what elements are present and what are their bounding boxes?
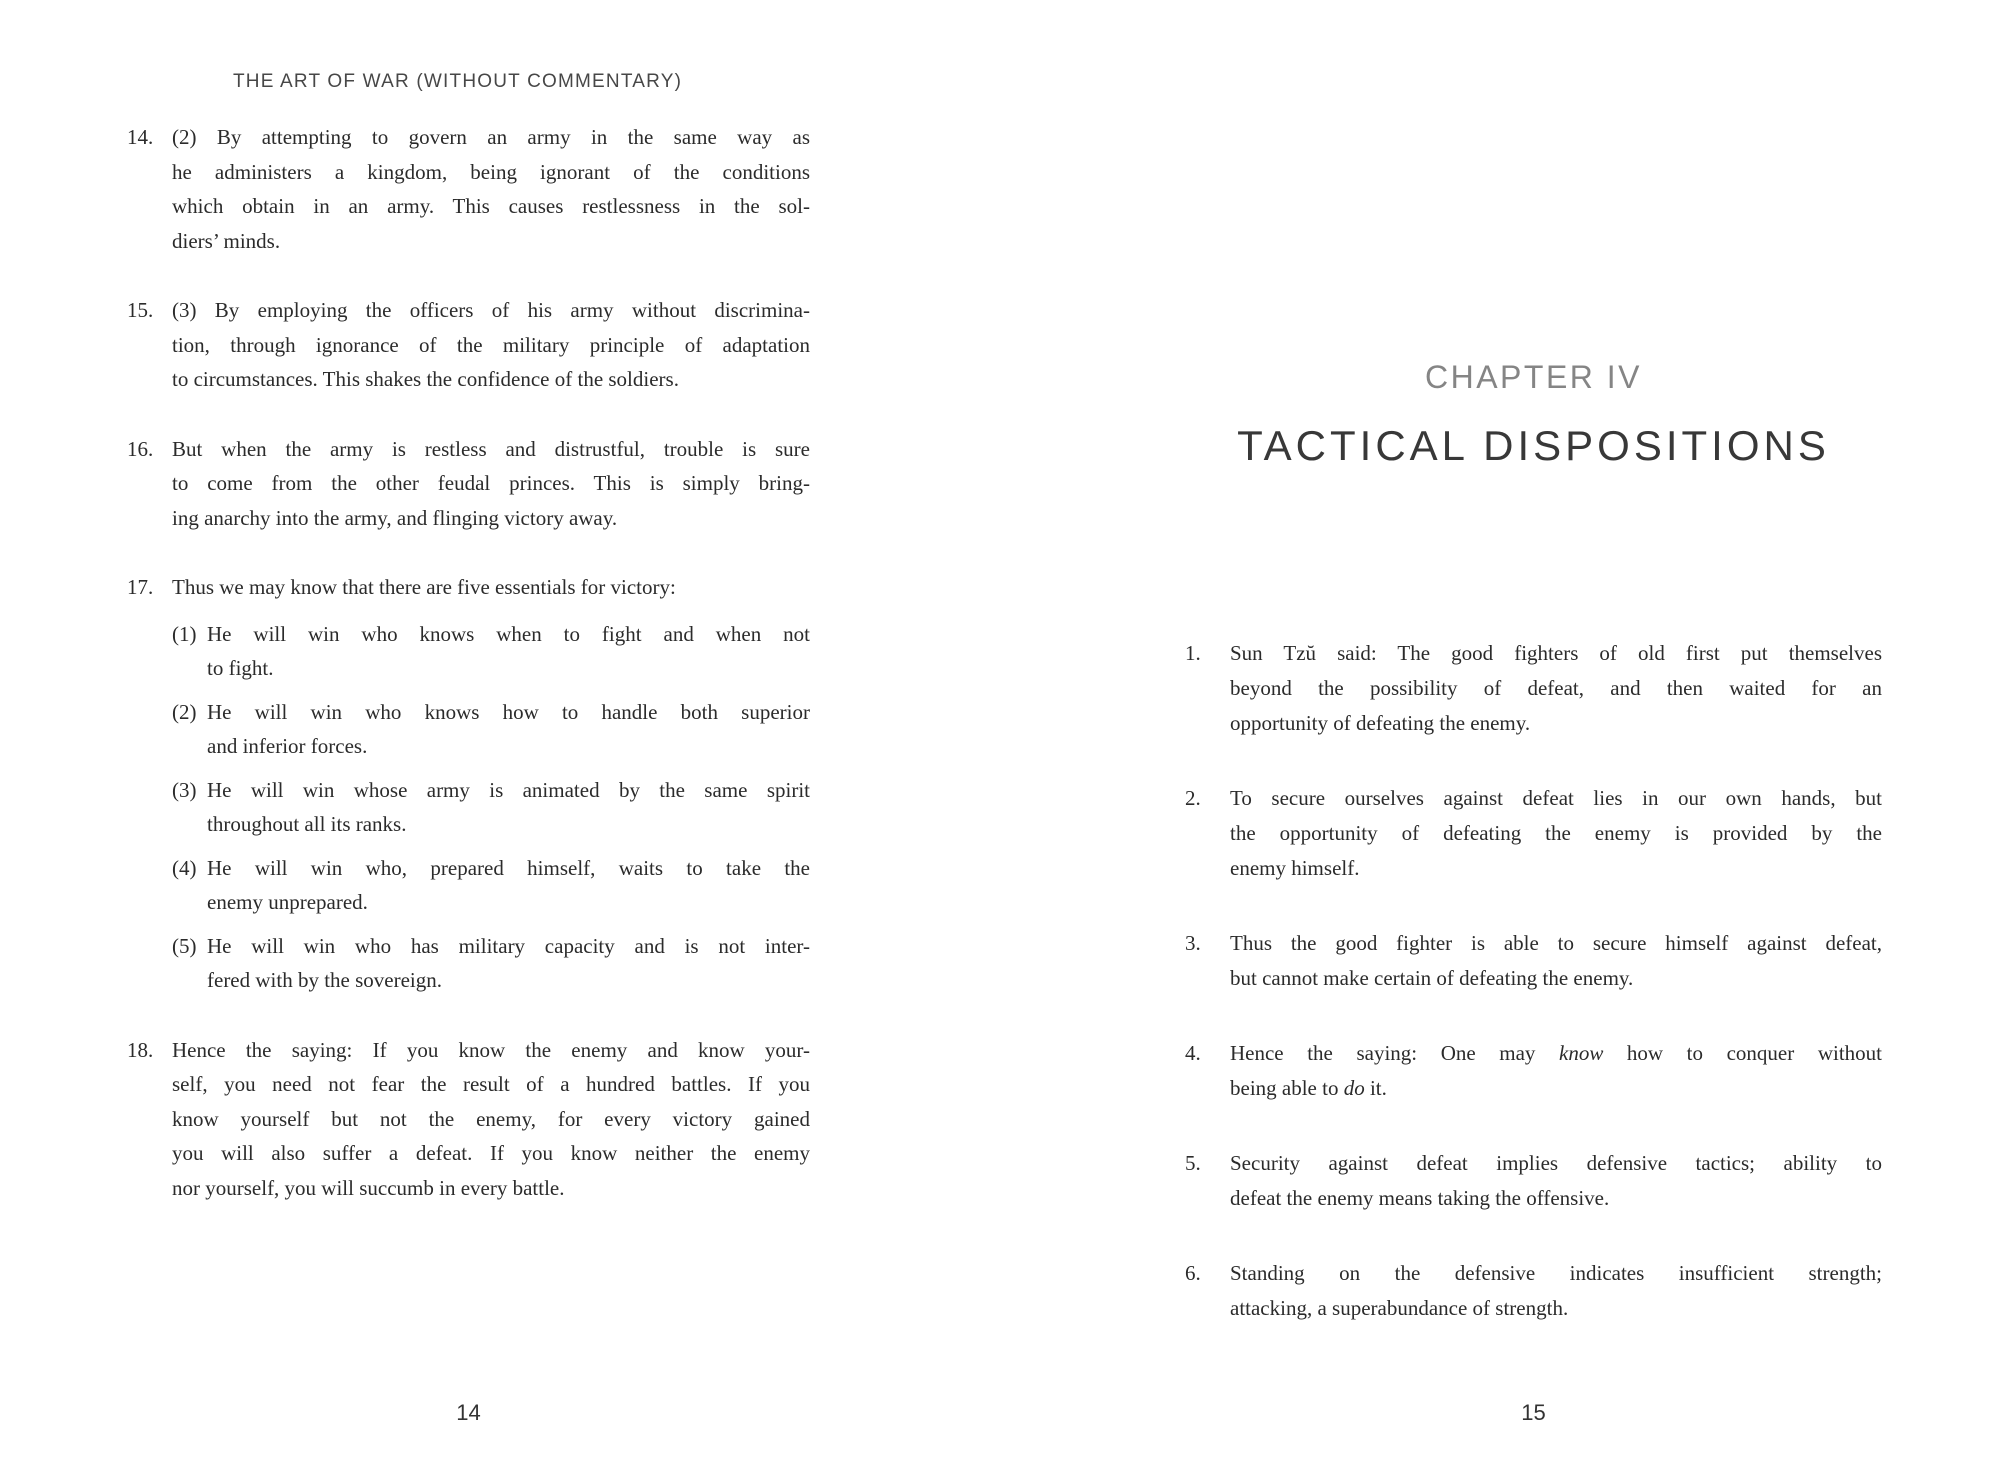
- text-line: (2) By attempting to govern an army in the same way as: [172, 125, 810, 149]
- text-line: tion, through ignorance of the military principle of adaptation: [172, 332, 810, 357]
- item-number: (1): [172, 621, 197, 646]
- text-line: ing anarchy into the army, and flinging victory away.: [172, 505, 618, 530]
- item-number: 18.: [127, 1037, 154, 1062]
- list-item: [127, 570, 810, 998]
- text-line: He will win who has military capacity and is not inter-: [207, 933, 810, 958]
- text-line: defeat the enemy means taking the offensive.: [1230, 1186, 1610, 1210]
- chapter-label: CHAPTER IV: [1424, 359, 1643, 395]
- text-line: enemy unprepared.: [207, 890, 368, 914]
- list-item: [172, 695, 810, 764]
- item-number: (5): [172, 933, 197, 958]
- item-text: [1230, 636, 1882, 741]
- text-line: To secure ourselves against defeat lies in our own hands, but: [1230, 786, 1882, 810]
- item-number: 2.: [1185, 786, 1201, 810]
- text-line: being able to do it.: [1230, 1076, 1387, 1100]
- list-item: [127, 1033, 810, 1206]
- text-line: which obtain in an army. This causes restlessness in the sol-: [172, 194, 810, 218]
- text-line: know yourself but not the enemy, for every victory gained: [172, 1106, 810, 1131]
- list-item: [172, 773, 810, 842]
- item-text: [1230, 1256, 1882, 1326]
- text-line: the opportunity of defeating the enemy is provided by the: [1230, 821, 1882, 845]
- text-line: attacking, a superabundance of strength.: [1230, 1296, 1569, 1320]
- text-line: He will win whose army is animated by the same spirit: [207, 777, 810, 802]
- list-item: [127, 293, 810, 397]
- running-head: THE ART OF WAR (WITHOUT COMMENTARY): [233, 71, 683, 92]
- text-line: he administers a kingdom, being ignorant of the conditions: [172, 159, 810, 184]
- text-line: He will win who, prepared himself, waits to take the: [207, 855, 810, 880]
- item-text: [207, 929, 810, 998]
- item-number: 17.: [127, 575, 154, 599]
- text-line: but cannot make certain of defeating the enemy.: [1230, 966, 1634, 990]
- item-number: 16.: [127, 436, 154, 461]
- item-text: [1230, 926, 1882, 996]
- text-line: fered with by the sovereign.: [207, 968, 443, 992]
- text-line: to fight.: [207, 656, 274, 680]
- text-line: Security against defeat implies defensive tactics; ability to: [1230, 1151, 1882, 1175]
- text-line: Hence the saying: One may know how to conquer without: [1230, 1041, 1882, 1065]
- item-text: [1230, 1036, 1882, 1106]
- text-line: He will win who knows how to handle both superior: [207, 699, 810, 724]
- item-number: 5.: [1185, 1151, 1201, 1175]
- list-item: [172, 929, 810, 998]
- text-line: to circumstances. This shakes the confidence of the soldiers.: [172, 367, 679, 391]
- item-text: [207, 773, 810, 842]
- item-number: 14.: [127, 125, 154, 149]
- left-page-items: [127, 120, 810, 1240]
- text-line: and inferior forces.: [207, 734, 368, 758]
- page-number-left: 14: [456, 1400, 481, 1425]
- text-line: you will also suffer a defeat. If you know neither the enemy: [172, 1141, 810, 1165]
- item-text: [1230, 781, 1882, 886]
- list-item: [172, 851, 810, 920]
- item-number: 4.: [1185, 1041, 1201, 1065]
- item-number: (4): [172, 855, 197, 880]
- text-line: But when the army is restless and distrustful, trouble is sure: [172, 436, 810, 461]
- text-line: Thus the good fighter is able to secure himself against defeat,: [1230, 931, 1882, 955]
- item-number: 1.: [1185, 641, 1201, 665]
- text-line: Standing on the defensive indicates insufficient strength;: [1230, 1261, 1882, 1285]
- text-line: beyond the possibility of defeat, and then waited for an: [1230, 676, 1882, 700]
- page-number-right: 15: [1521, 1400, 1546, 1425]
- item-text: [1230, 1146, 1882, 1216]
- item-number: 6.: [1185, 1261, 1201, 1285]
- text-line: (3) By employing the officers of his army without discrimina-: [172, 298, 810, 322]
- text-line: opportunity of defeating the enemy.: [1230, 711, 1531, 735]
- item-text: [172, 1033, 810, 1206]
- list-item: [1185, 781, 1882, 886]
- sub-list: [172, 617, 810, 998]
- list-item: [1185, 1256, 1882, 1326]
- text-line: nor yourself, you will succumb in every battle.: [172, 1175, 565, 1200]
- text-line: enemy himself.: [1230, 856, 1360, 880]
- text-line: self, you need not fear the result of a hundred battles. If you: [172, 1072, 810, 1096]
- item-number: (3): [172, 777, 197, 802]
- list-item: [1185, 1146, 1882, 1216]
- item-text: [172, 432, 810, 536]
- item-text: [172, 570, 810, 998]
- text-line: Thus we may know that there are five essentials for victory:: [172, 575, 676, 599]
- item-text: [207, 851, 810, 920]
- list-item: [172, 617, 810, 686]
- text-line: Sun Tzŭ said: The good fighters of old first put themselves: [1230, 641, 1882, 665]
- list-item: [1185, 926, 1882, 996]
- list-item: [127, 432, 810, 536]
- item-text: [207, 617, 810, 686]
- item-text: [207, 695, 810, 764]
- item-text: [172, 120, 810, 258]
- text-line: He will win who knows when to fight and when not: [207, 621, 810, 646]
- text-line: to come from the other feudal princes. This is simply bring-: [172, 471, 810, 495]
- item-number: 3.: [1185, 931, 1201, 955]
- chapter-title: TACTICAL DISPOSITIONS: [1237, 422, 1830, 469]
- item-number: (2): [172, 699, 197, 724]
- list-item: [1185, 636, 1882, 741]
- right-page-items: [1185, 636, 1882, 1366]
- text-line: diers’ minds.: [172, 228, 281, 253]
- item-text: [172, 293, 810, 397]
- list-item: [1185, 1036, 1882, 1106]
- text-line: throughout all its ranks.: [207, 812, 407, 836]
- text-line: Hence the saying: If you know the enemy and know your-: [172, 1037, 810, 1062]
- list-item: [127, 120, 810, 258]
- item-number: 15.: [127, 298, 154, 322]
